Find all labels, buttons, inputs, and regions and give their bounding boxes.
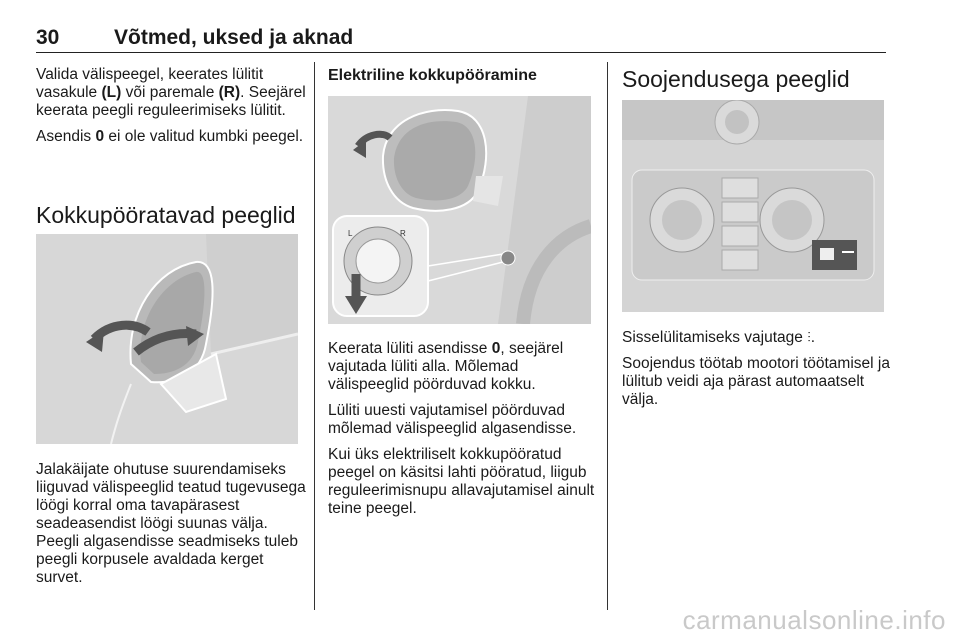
folding-mirror-illustration — [36, 234, 298, 444]
electric-fold-illustration — [328, 96, 591, 324]
column-3-text — [622, 328, 890, 417]
rear-window-heating-icon: ⫶ — [807, 329, 811, 345]
text: Valida välispeegel, keerates lülitit vasakule — [36, 66, 264, 101]
mirror-switch-figure — [328, 96, 591, 324]
paragraph — [36, 128, 306, 146]
column-divider — [607, 62, 608, 610]
text: või paremale — [121, 84, 219, 101]
switch-label-right: R — [400, 229, 406, 238]
paragraph: Lüliti uuesti vajutamisel pöörduvad mõlemad välispeeglid algasendisse. — [328, 402, 577, 437]
text-bold: (R) — [218, 84, 241, 101]
paragraph: Kui üks elektriliselt kokkupööratud peegel on käsitsi lahti pööratud, liigub reguleerimisnupu allavajutamisel ainult teine peegel. — [328, 446, 595, 517]
climate-panel-figure — [622, 100, 884, 312]
section-heading: Soojendusega peeglid — [622, 66, 850, 92]
column-1 — [36, 66, 306, 154]
heated-mirror-illustration — [622, 100, 884, 312]
mirror-fold-figure — [36, 234, 298, 444]
paragraph — [622, 328, 890, 347]
chapter-title: Võtmed, uksed ja aknad — [114, 26, 354, 49]
text: Sisselülitamiseks vajutage — [622, 329, 808, 346]
section-heading: Elektriline kokkupööramine — [328, 67, 537, 84]
text-bold: 0 — [491, 340, 501, 357]
text: Asendis — [36, 128, 96, 145]
text: , seejärel vajutada lüliti alla. Mõlemad välispeeglid pöörduvad kokku. — [328, 340, 564, 393]
paragraph — [328, 340, 596, 394]
watermark: carmanualsonline.info — [682, 605, 946, 635]
text: ei ole valitud kumbki peegel. — [104, 128, 304, 145]
text-bold: 0 — [95, 128, 105, 145]
text-bold: (L) — [101, 84, 122, 101]
column-1-caption — [36, 461, 306, 595]
column-2-text — [328, 340, 596, 526]
page-header — [36, 26, 886, 53]
paragraph: Jalakäijate ohutuse suurendamiseks liiguvad välispeeglid teatud tugevusega löögi korral oma tavapärasest seadeasendist löögi suunas välja. Peegli algasendisse seadmiseks tuleb peegli korpusele avaldada kerget survet. — [36, 461, 306, 586]
section-heading: Kokkupööratavad peeglid — [36, 202, 296, 228]
paragraph: Soojendus töötab mootori töötamisel ja lülitub veidi aja pärast automaatselt välja. — [622, 355, 890, 408]
switch-label-left: L — [348, 229, 353, 238]
page-number: 30 — [36, 26, 60, 49]
column-divider — [314, 62, 315, 610]
text: . — [810, 329, 816, 346]
text: . Seejärel keerata peegli reguleerimiseks lülitit. — [36, 84, 306, 119]
text: Keerata lüliti asendisse — [328, 340, 492, 357]
paragraph — [36, 66, 306, 120]
